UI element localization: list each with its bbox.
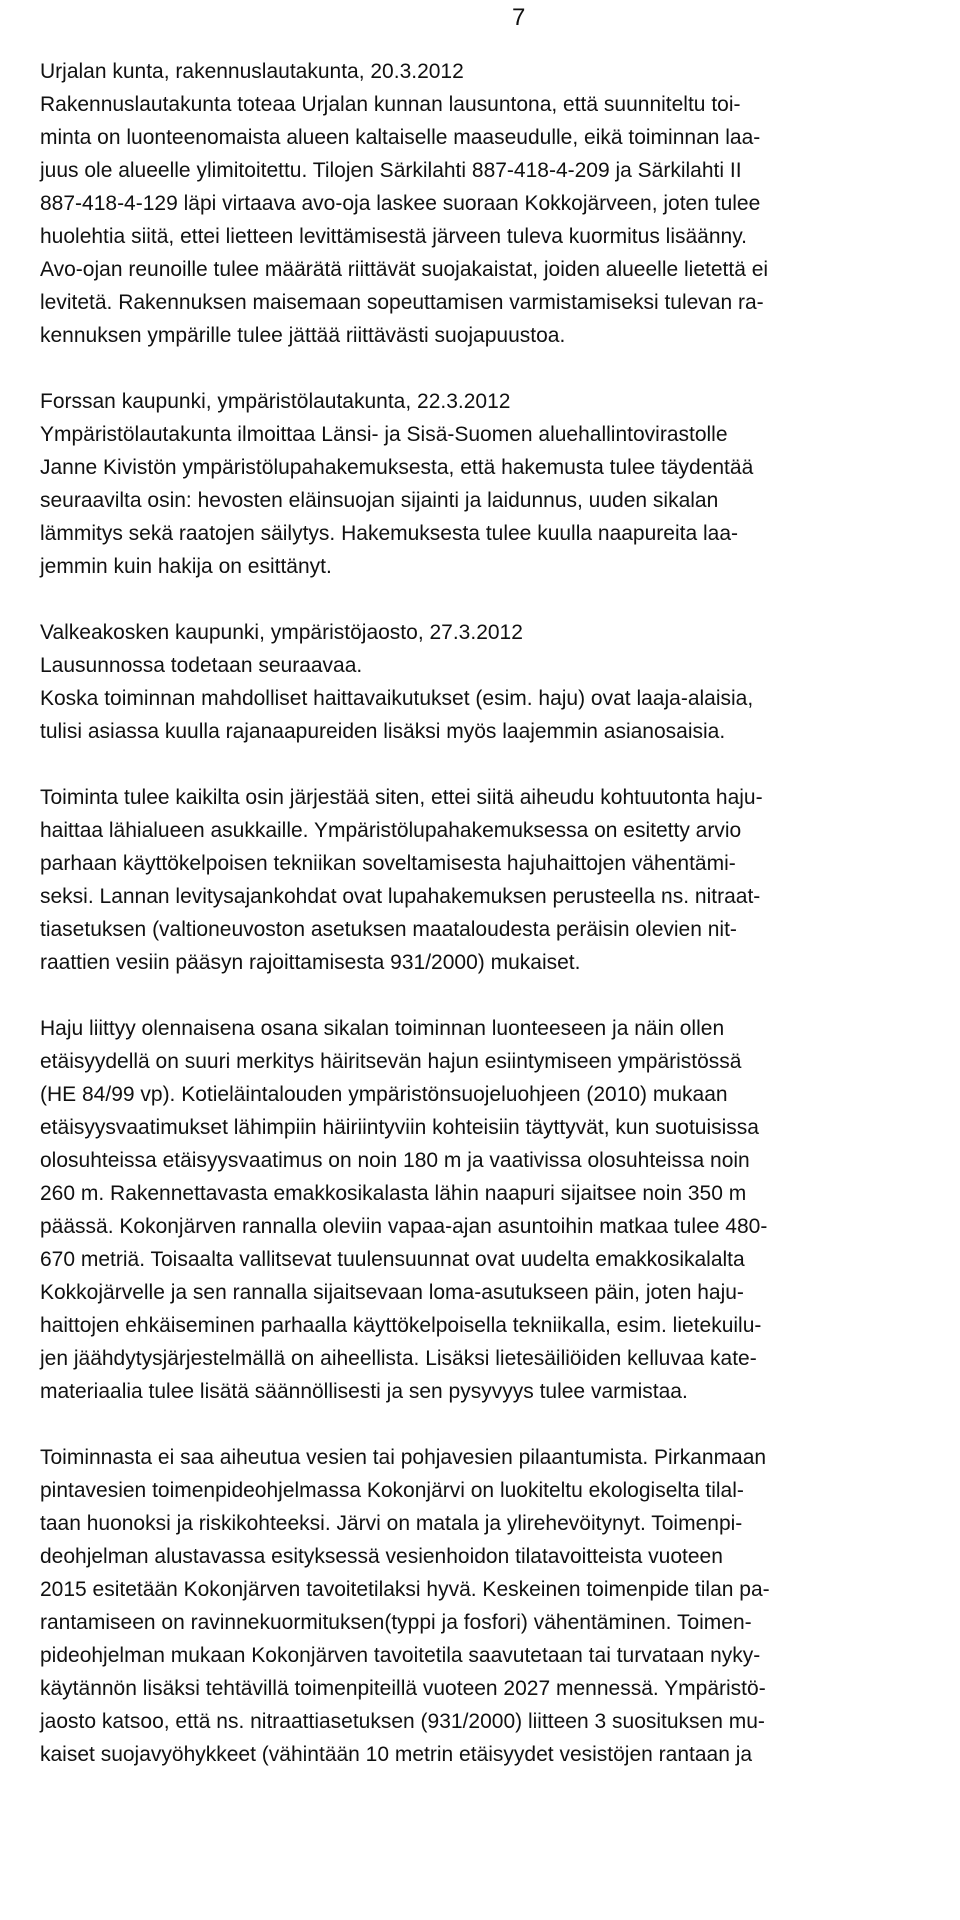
text-line: Koska toiminnan mahdolliset haittavaikutukset (esim. haju) ovat laaja-alaisia, [40,687,754,710]
text-line: rantamiseen on ravinnekuormituksen(typpi ja fosfori) vähentäminen. Toimen- [40,1611,752,1634]
text-line: Avo-ojan reunoille tulee määrätä riittävät suojakaistat, joiden alueelle lietettä ei [40,258,769,281]
text-line: taan huonoksi ja riskikohteeksi. Järvi on matala ja ylirehevöitynyt. Toimenpi- [40,1512,743,1535]
text-line: raattien vesiin pääsyn rajoittamisesta 931/2000) mukaiset. [40,951,581,974]
paragraph [40,616,920,748]
text-line: olosuhteissa etäisyysvaatimus on noin 180 m ja vaativissa olosuhteissa noin [40,1149,750,1172]
statement-urjala [40,55,920,352]
text-line: pintavesien toimenpideohjelmassa Kokonjärvi on luokiteltu ekologiselta tilal- [40,1479,744,1502]
text-line: Lausunnossa todetaan seuraavaa. [40,654,363,677]
text-line: Valkeakosken kaupunki, ympäristöjaosto, 27.3.2012 [40,621,523,644]
text-line: 670 metriä. Toisaalta vallitsevat tuulensuunnat ovat uudelta emakkosikalalta [40,1248,745,1271]
text-line: Forssan kaupunki, ympäristölautakunta, 22.3.2012 [40,390,511,413]
text-line: kennuksen ympärille tulee jättää riittävästi suojapuustoa. [40,324,566,347]
paragraph-odor-nuisance [40,781,920,979]
text-line: kaiset suojavyöhykkeet (vähintään 10 metrin etäisyydet vesistöjen rantaan ja [40,1743,753,1766]
statement-forssa [40,385,920,583]
text-line: etäisyysvaatimukset lähimpiin häiriintyviin kohteisiin täyttyvät, kun suotuisissa [40,1116,759,1139]
text-line: huolehtia siitä, ettei lietteen levittämisestä järveen tuleva kuormitus lisäänny. [40,225,747,248]
text-line: deohjelman alustavassa esityksessä vesienhoidon tilatavoitteista vuoteen [40,1545,723,1568]
text-line: 887-418-4-129 läpi virtaava avo-oja laskee suoraan Kokkojärveen, joten tulee [40,192,761,215]
paragraph [40,781,920,979]
text-line: jaosto katsoo, että ns. nitraattiasetuksen (931/2000) liitteen 3 suosituksen mu- [40,1710,765,1733]
text-line: Kokkojärvelle ja sen rannalla sijaitsevaan loma-asutukseen päin, joten haju- [40,1281,744,1304]
text-line: jen jäähdytysjärjestelmällä on aiheellista. Lisäksi lietesäiliöiden kelluvaa kate- [40,1347,757,1370]
text-line: käytännön lisäksi tehtävillä toimenpiteillä vuoteen 2027 mennessä. Ympäristö- [40,1677,766,1700]
text-line: Toiminta tulee kaikilta osin järjestää siten, ettei siitä aiheudu kohtuutonta haju- [40,786,763,809]
text-line: etäisyydellä on suuri merkitys häiritsevän hajun esiintymiseen ympäristössä [40,1050,742,1073]
text-line: haittojen ehkäiseminen parhaalla käyttökelpoisella tekniikalla, esim. lietekuilu- [40,1314,762,1337]
text-line: 260 m. Rakennettavasta emakkosikalasta lähin naapuri sijaitsee noin 350 m [40,1182,747,1205]
text-line: juus ole alueelle ylimitoitettu. Tilojen Särkilahti 887-418-4-209 ja Särkilahti II [40,159,742,182]
text-line: Toiminnasta ei saa aiheutua vesien tai pohjavesien pilaantumista. Pirkanmaan [40,1446,767,1469]
page-number: 7 [512,4,526,31]
text-line: pideohjelman mukaan Kokonjärven tavoitetila saavutetaan tai turvataan nyky- [40,1644,761,1667]
paragraph [40,1012,920,1408]
text-line: parhaan käyttökelpoisen tekniikan soveltamisesta hajuhaittojen vähentämi- [40,852,736,875]
text-line: (HE 84/99 vp). Kotieläintalouden ympäristönsuojeluohjeen (2010) mukaan [40,1083,728,1106]
text-line: 2015 esitetään Kokonjärven tavoitetilaksi hyvä. Keskeinen toimenpide tilan pa- [40,1578,770,1601]
text-line: seuraavilta osin: hevosten eläinsuojan sijainti ja laidunnus, uuden sikalan [40,489,719,512]
text-line: Haju liittyy olennaisena osana sikalan toiminnan luonteeseen ja näin ollen [40,1017,725,1040]
paragraph-water-pollution [40,1441,920,1771]
text-line: minta on luonteenomaista alueen kaltaiselle maaseudulle, eikä toiminnan laa- [40,126,761,149]
text-line: Urjalan kunta, rakennuslautakunta, 20.3.2012 [40,60,464,83]
text-line: tiasetuksen (valtioneuvoston asetuksen maataloudesta peräisin olevien nit- [40,918,737,941]
text-line: jemmin kuin hakija on esittänyt. [40,555,332,578]
text-line: tulisi asiassa kuulla rajanaapureiden lisäksi myös laajemmin asianosaisia. [40,720,726,743]
text-line: seksi. Lannan levitysajankohdat ovat lupahakemuksen perusteella ns. nitraat- [40,885,761,908]
paragraph-odor-distance [40,1012,920,1408]
text-line: materiaalia tulee lisätä säännöllisesti ja sen pysyvyys tulee varmistaa. [40,1380,688,1403]
paragraph [40,1441,920,1771]
text-line: Rakennuslautakunta toteaa Urjalan kunnan lausuntona, että suunniteltu toi- [40,93,741,116]
statement-valkeakoski [40,616,920,748]
paragraph [40,385,920,583]
text-line: lämmitys sekä raatojen säilytys. Hakemuksesta tulee kuulla naapureita laa- [40,522,738,545]
text-line: haittaa lähialueen asukkaille. Ympäristölupahakemuksessa on esitetty arvio [40,819,742,842]
text-line: Janne Kivistön ympäristölupahakemuksesta, että hakemusta tulee täydentää [40,456,754,479]
text-line: päässä. Kokonjärven rannalla oleviin vapaa-ajan asuntoihin matkaa tulee 480- [40,1215,768,1238]
paragraph [40,55,920,352]
text-line: Ympäristölautakunta ilmoittaa Länsi- ja Sisä-Suomen aluehallintovirastolle [40,423,728,446]
text-line: levitetä. Rakennuksen maisemaan sopeuttamisen varmistamiseksi tulevan ra- [40,291,764,314]
document-body [40,55,920,1804]
